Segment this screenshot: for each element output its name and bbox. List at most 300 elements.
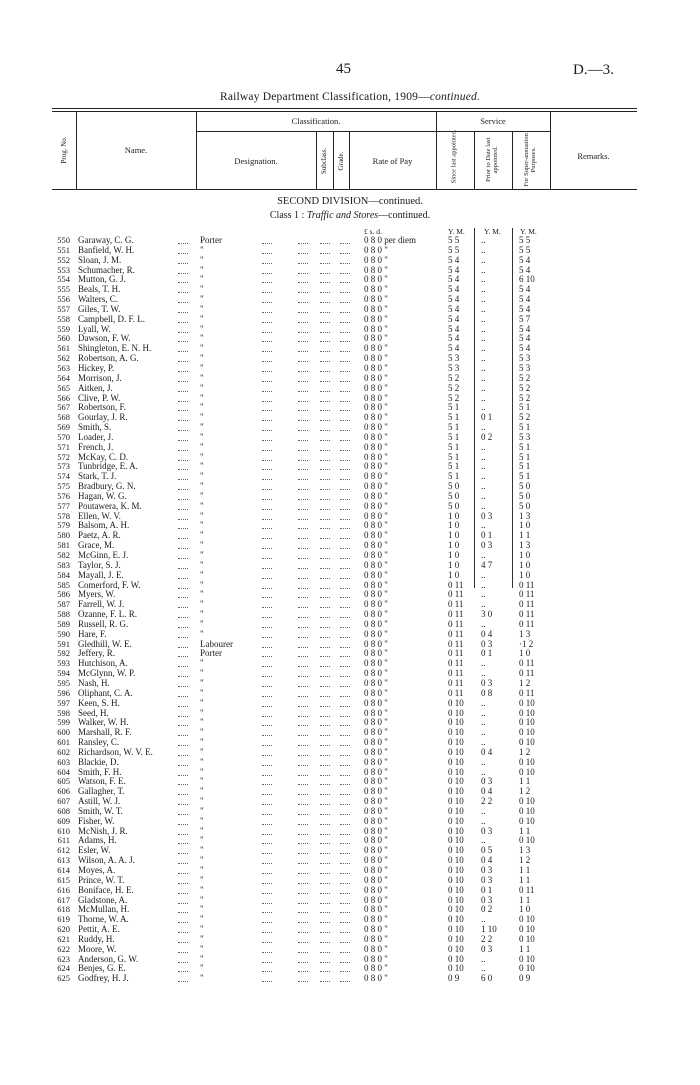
dot-leader — [178, 272, 188, 274]
dot-leader — [178, 902, 188, 904]
prog-number: 614 — [57, 865, 70, 875]
dot-leader — [320, 262, 330, 264]
prog-number: 595 — [57, 677, 70, 688]
header-classification: Classification. — [291, 116, 341, 126]
dot-leader — [340, 813, 350, 815]
since-last-appointed: 5 3 — [448, 362, 460, 373]
prog-number: 612 — [57, 845, 70, 856]
dot-leader — [298, 331, 308, 333]
rate-units: £ s. d. — [364, 227, 382, 236]
col-divider-designation — [316, 131, 317, 189]
prior-to-date: .. — [481, 835, 486, 846]
prior-to-date: .. — [481, 490, 486, 501]
dot-leader — [178, 439, 188, 441]
dot-leader — [320, 291, 330, 293]
employee-name: Ruddy, H. — [78, 933, 115, 944]
designation: " — [200, 244, 204, 255]
employee-name: Richardson, W. V. E. — [78, 746, 153, 757]
superannuation-service: 1 1 — [519, 865, 531, 875]
dot-leader — [178, 577, 188, 579]
superannuation-service: 0 10 — [519, 805, 535, 816]
rate-of-pay: 0 8 0 " — [364, 648, 388, 659]
superannuation-service: 5 4 — [519, 333, 531, 344]
rate-of-pay: 0 8 0 " — [364, 717, 388, 728]
prog-number: 562 — [57, 353, 70, 364]
prog-number: 584 — [57, 569, 70, 580]
rate-of-pay: 0 8 0 " — [364, 796, 388, 807]
dot-leader — [178, 242, 188, 244]
dot-leader — [298, 744, 308, 746]
prior-to-date: 0 3 — [481, 894, 493, 905]
dot-leader — [320, 842, 330, 844]
rate-of-pay: 0 8 0 " — [364, 323, 388, 334]
employee-name: Hare, F. — [78, 628, 107, 639]
page-title — [0, 91, 700, 103]
dot-leader — [178, 606, 188, 608]
dot-leader — [298, 695, 308, 697]
since-last-appointed: 5 5 — [448, 244, 460, 255]
dot-leader — [262, 892, 272, 894]
prior-to-date: 0 3 — [481, 510, 493, 521]
designation: " — [200, 746, 204, 757]
dot-leader — [340, 931, 350, 933]
prior-to-date: .. — [481, 353, 486, 364]
prior-to-date: .. — [481, 235, 486, 245]
designation: " — [200, 933, 204, 944]
designation: " — [200, 372, 204, 383]
dot-leader — [340, 636, 350, 638]
dot-leader — [262, 655, 272, 657]
employee-name: Balsom, A. H. — [78, 520, 130, 531]
prog-number: 621 — [57, 933, 70, 944]
dot-leader — [262, 626, 272, 628]
dot-leader — [340, 429, 350, 431]
prior-to-date: .. — [481, 914, 486, 925]
employee-name: Taylor, S. J. — [78, 559, 121, 570]
prior-to-date: .. — [481, 264, 486, 275]
dot-leader — [320, 685, 330, 687]
dot-leader — [320, 321, 330, 323]
dot-leader — [262, 616, 272, 618]
dot-leader — [320, 340, 330, 342]
superannuation-service: 0 10 — [519, 953, 535, 964]
dot-leader — [262, 646, 272, 648]
designation: " — [200, 707, 204, 718]
dot-leader — [320, 793, 330, 795]
employee-name: McKay, C. D. — [78, 451, 129, 462]
rate-of-pay: 0 8 0 per diem — [364, 235, 416, 245]
since-last-appointed: 0 10 — [448, 904, 464, 915]
rate-of-pay: 0 8 0 " — [364, 805, 388, 816]
dot-leader — [178, 390, 188, 392]
designation: " — [200, 520, 204, 531]
dot-leader — [340, 557, 350, 559]
prior-to-date: .. — [481, 953, 486, 964]
dot-leader — [340, 281, 350, 283]
dot-leader — [320, 252, 330, 254]
dot-leader — [298, 400, 308, 402]
employee-name: Moore, W. — [78, 943, 117, 954]
prior-to-date: 0 1 — [481, 412, 493, 423]
rate-of-pay: 0 8 0 " — [364, 540, 388, 551]
designation: " — [200, 599, 204, 610]
superannuation-service: 1 3 — [519, 510, 531, 521]
prog-number: 604 — [57, 766, 70, 777]
dot-leader — [298, 724, 308, 726]
dot-leader — [340, 833, 350, 835]
prog-number: 552 — [57, 254, 70, 265]
since-last-appointed: 5 1 — [448, 422, 460, 433]
dot-leader — [298, 715, 308, 717]
dot-leader — [320, 892, 330, 894]
since-last-appointed: 0 11 — [448, 658, 464, 669]
designation: " — [200, 530, 204, 541]
dot-leader — [340, 321, 350, 323]
rate-of-pay: 0 8 0 " — [364, 490, 388, 501]
dot-leader — [262, 547, 272, 549]
dot-leader — [320, 537, 330, 539]
dot-leader — [320, 734, 330, 736]
dot-leader — [262, 783, 272, 785]
dot-leader — [262, 252, 272, 254]
prog-number: 611 — [57, 835, 70, 846]
since-last-appointed: 0 10 — [448, 776, 464, 787]
dot-leader — [320, 400, 330, 402]
dot-leader — [340, 606, 350, 608]
dot-leader — [178, 803, 188, 805]
designation: " — [200, 540, 204, 551]
prior-to-date: 0 4 — [481, 855, 493, 866]
header-grade: Grade. — [337, 151, 345, 171]
dot-leader — [320, 567, 330, 569]
prog-number: 565 — [57, 382, 70, 393]
table-row — [0, 974, 700, 984]
dot-leader — [262, 754, 272, 756]
superannuation-service: 1 1 — [519, 825, 531, 836]
since-last-appointed: 1 0 — [448, 550, 460, 560]
dot-leader — [178, 409, 188, 411]
prog-number: 609 — [57, 815, 70, 826]
dot-leader — [178, 429, 188, 431]
employee-name: Anderson, G. W. — [78, 953, 139, 964]
dot-leader — [298, 961, 308, 963]
dot-leader — [178, 547, 188, 549]
prior-to-date: .. — [481, 471, 486, 482]
dot-leader — [178, 872, 188, 874]
dot-leader — [178, 419, 188, 421]
dot-leader — [340, 655, 350, 657]
dot-leader — [298, 951, 308, 953]
prog-number: 600 — [57, 727, 70, 738]
since-last-appointed: 5 4 — [448, 294, 460, 305]
designation: " — [200, 451, 204, 462]
prior-to-date: .. — [481, 244, 486, 255]
prior-to-date: .. — [481, 333, 486, 344]
since-last-appointed: 0 11 — [448, 677, 464, 688]
prior-to-date: 0 1 — [481, 648, 493, 659]
dot-leader — [320, 951, 330, 953]
dot-leader — [298, 596, 308, 598]
prog-number: 622 — [57, 943, 70, 954]
col-divider-super — [550, 111, 551, 189]
prog-number: 623 — [57, 953, 70, 964]
prior-to-date: 0 3 — [481, 677, 493, 688]
dot-leader — [340, 616, 350, 618]
dot-leader — [340, 764, 350, 766]
prog-number: 568 — [57, 412, 70, 423]
dot-leader — [320, 468, 330, 470]
since-last-appointed: 0 10 — [448, 796, 464, 807]
dot-leader — [340, 665, 350, 667]
superannuation-service: 0 10 — [519, 933, 535, 944]
dot-leader — [262, 636, 272, 638]
designation: Porter — [200, 648, 222, 659]
prog-number: 615 — [57, 874, 70, 885]
dot-leader — [262, 262, 272, 264]
dot-leader — [320, 478, 330, 480]
dot-leader — [178, 813, 188, 815]
designation: " — [200, 894, 204, 905]
prog-number: 606 — [57, 786, 70, 797]
subsection-title: Traffic and Stores — [306, 210, 379, 221]
designation: " — [200, 609, 204, 620]
employee-name: Grace, M. — [78, 540, 115, 551]
dot-leader — [178, 350, 188, 352]
dot-leader — [178, 961, 188, 963]
prior-to-date: 6 0 — [481, 973, 493, 984]
superannuation-service: 5 4 — [519, 303, 531, 314]
rate-of-pay: 0 8 0 " — [364, 264, 388, 275]
prior-to-date: .. — [481, 303, 486, 314]
dot-leader — [178, 449, 188, 451]
prior-to-date: .. — [481, 599, 486, 610]
header-prog-no: Prog. No. — [60, 136, 68, 164]
prog-number: 555 — [57, 284, 70, 295]
employee-name: Pettit, A. E. — [78, 924, 120, 935]
prior-to-date: .. — [481, 963, 486, 974]
header-top-rule — [52, 108, 637, 109]
rate-of-pay: 0 8 0 " — [364, 471, 388, 482]
prog-number: 601 — [57, 737, 70, 748]
rate-of-pay: 0 8 0 " — [364, 294, 388, 305]
dot-leader — [298, 577, 308, 579]
since-last-appointed: 5 0 — [448, 481, 460, 492]
dot-leader — [262, 813, 272, 815]
dot-leader — [262, 675, 272, 677]
dot-leader — [262, 961, 272, 963]
since-last-appointed: 5 1 — [448, 441, 460, 452]
designation: " — [200, 845, 204, 856]
prog-number: 616 — [57, 884, 70, 895]
dot-leader — [320, 311, 330, 313]
prior-to-date: .. — [481, 343, 486, 354]
rate-of-pay: 0 8 0 " — [364, 422, 388, 433]
dot-leader — [320, 508, 330, 510]
prior-to-date: .. — [481, 323, 486, 334]
rate-of-pay: 0 8 0 " — [364, 402, 388, 413]
superannuation-service: 5 3 — [519, 362, 531, 373]
dot-leader — [262, 272, 272, 274]
prog-number: 581 — [57, 540, 70, 551]
rate-of-pay: 0 8 0 " — [364, 865, 388, 875]
dot-leader — [320, 675, 330, 677]
prog-number: 560 — [57, 333, 70, 344]
rate-of-pay: 0 8 0 " — [364, 481, 388, 492]
employee-name: Morrison, J. — [78, 372, 122, 383]
rate-of-pay: 0 8 0 " — [364, 333, 388, 344]
since-last-appointed: 0 10 — [448, 697, 464, 708]
dot-leader — [262, 577, 272, 579]
prior-to-date: 0 4 — [481, 786, 493, 797]
header-prior-to-date: Prior to Date last appointed. — [485, 137, 499, 182]
designation: " — [200, 254, 204, 265]
rate-of-pay: 0 8 0 " — [364, 697, 388, 708]
since-last-appointed: 1 0 — [448, 520, 460, 531]
superannuation-service: 0 11 — [519, 589, 535, 600]
rate-of-pay: 0 8 0 " — [364, 609, 388, 620]
superannuation-service: 0 10 — [519, 815, 535, 826]
dot-leader — [340, 468, 350, 470]
designation: " — [200, 953, 204, 964]
prior-units: Y. M. — [484, 227, 501, 236]
dot-leader — [340, 272, 350, 274]
dot-leader — [340, 449, 350, 451]
dot-leader — [340, 842, 350, 844]
superannuation-service: 1 0 — [519, 904, 531, 915]
dot-leader — [320, 970, 330, 972]
header-name: Name. — [124, 145, 148, 155]
rate-of-pay: 0 8 0 " — [364, 677, 388, 688]
dot-leader — [178, 301, 188, 303]
superannuation-service: 1 2 — [519, 855, 531, 866]
since-last-appointed: 5 1 — [448, 412, 460, 423]
prog-number: 582 — [57, 550, 70, 560]
dot-leader — [298, 301, 308, 303]
dot-leader — [178, 882, 188, 884]
superannuation-service: 5 5 — [519, 244, 531, 255]
dot-leader — [178, 478, 188, 480]
dot-leader — [178, 852, 188, 854]
dot-leader — [340, 646, 350, 648]
since-last-appointed: 0 10 — [448, 874, 464, 885]
dot-leader — [298, 626, 308, 628]
prior-to-date: 0 3 — [481, 825, 493, 836]
dot-leader — [340, 577, 350, 579]
dot-leader — [262, 311, 272, 313]
rate-of-pay: 0 8 0 " — [364, 727, 388, 738]
rate-of-pay: 0 8 0 " — [364, 569, 388, 580]
dot-leader — [340, 459, 350, 461]
superannuation-service: 5 3 — [519, 431, 531, 442]
dot-leader — [262, 902, 272, 904]
superannuation-service: 0 11 — [519, 884, 535, 895]
rate-of-pay: 0 8 0 " — [364, 924, 388, 935]
since-last-appointed: 0 10 — [448, 953, 464, 964]
superannuation-service: 1 0 — [519, 559, 531, 570]
designation: " — [200, 412, 204, 423]
dot-leader — [262, 596, 272, 598]
dot-leader — [178, 941, 188, 943]
dot-leader — [340, 537, 350, 539]
dot-leader — [178, 675, 188, 677]
rate-of-pay: 0 8 0 " — [364, 510, 388, 521]
dot-leader — [320, 724, 330, 726]
dot-leader — [320, 596, 330, 598]
superannuation-service: 1 0 — [519, 520, 531, 531]
superannuation-service: 1 1 — [519, 874, 531, 885]
dot-leader — [178, 459, 188, 461]
rate-of-pay: 0 8 0 " — [364, 894, 388, 905]
dot-leader — [320, 862, 330, 864]
since-last-appointed: 5 4 — [448, 333, 460, 344]
dot-leader — [340, 400, 350, 402]
rate-of-pay: 0 8 0 " — [364, 766, 388, 777]
dot-leader — [178, 400, 188, 402]
superannuation-service: 5 4 — [519, 343, 531, 354]
superannuation-service: 1 1 — [519, 530, 531, 541]
dot-leader — [262, 321, 272, 323]
designation: " — [200, 431, 204, 442]
prog-number: 563 — [57, 362, 70, 373]
dot-leader — [340, 291, 350, 293]
dot-leader — [262, 508, 272, 510]
col-divider-prior — [512, 131, 513, 189]
rate-of-pay: 0 8 0 " — [364, 658, 388, 669]
dot-leader — [298, 459, 308, 461]
prog-number: 599 — [57, 717, 70, 728]
dot-leader — [178, 980, 188, 982]
prior-to-date: 2 2 — [481, 796, 493, 807]
dot-leader — [340, 705, 350, 707]
designation: " — [200, 490, 204, 501]
employee-name: Comerford, F. W. — [78, 579, 141, 590]
dot-leader — [298, 774, 308, 776]
employee-name: Campbell, D. F. L. — [78, 313, 146, 324]
dot-leader — [262, 429, 272, 431]
employee-name: Smith, S. — [78, 422, 112, 433]
dot-leader — [262, 862, 272, 864]
dot-leader — [178, 823, 188, 825]
employee-name: Wilson, A. A. J. — [78, 855, 135, 866]
prior-to-date: .. — [481, 520, 486, 531]
dot-leader — [262, 793, 272, 795]
superannuation-service: 5 0 — [519, 481, 531, 492]
prog-number: 561 — [57, 343, 70, 354]
employee-name: Garaway, C. G. — [78, 235, 134, 245]
since-last-appointed: 0 11 — [448, 638, 464, 649]
prior-to-date: .. — [481, 284, 486, 295]
employee-name: Ozanne, F. L. R. — [78, 609, 138, 620]
rate-of-pay: 0 8 0 " — [364, 845, 388, 856]
header-since-last: Since last appointed. — [450, 129, 458, 184]
since-last-appointed: 0 10 — [448, 845, 464, 856]
dot-leader — [320, 695, 330, 697]
prior-to-date: 0 8 — [481, 687, 493, 698]
prior-to-date: .. — [481, 756, 486, 767]
employee-name: Blackie, D. — [78, 756, 119, 767]
dot-leader — [262, 380, 272, 382]
since-last-appointed: 0 10 — [448, 914, 464, 925]
superannuation-service: 5 1 — [519, 422, 531, 433]
since-last-appointed: 1 0 — [448, 559, 460, 570]
dot-leader — [298, 980, 308, 982]
prog-number: 620 — [57, 924, 70, 935]
dot-leader — [298, 547, 308, 549]
designation: " — [200, 865, 204, 875]
prior-to-date: .. — [481, 441, 486, 452]
prior-to-date: 1 10 — [481, 924, 497, 935]
superannuation-service: 0 11 — [519, 658, 535, 669]
